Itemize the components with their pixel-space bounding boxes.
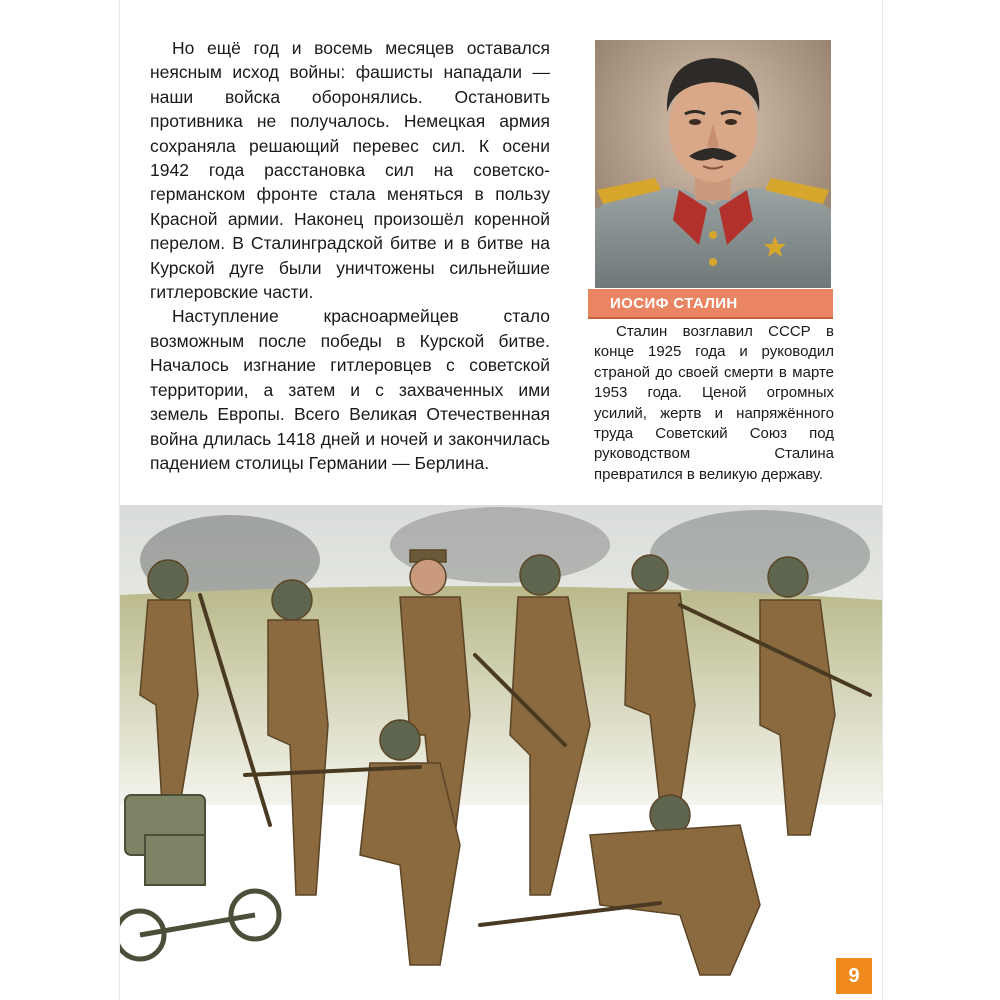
soldiers-illustration: [120, 505, 882, 1000]
page-number: 9: [836, 958, 872, 994]
main-text-block: [150, 36, 550, 475]
paragraph-2: Наступление красноармейцев стало возможным после победы в Курской битве. Началось изгнание гитлеровцев с советской территории, а затем и с захваченных ими земель Европы. Всего Великая Отечественная война длилась 1418 дней и ночей и закончилась падением столицы Германии — Берлина.: [150, 306, 550, 473]
caption-title: ИОСИФ СТАЛИН: [610, 295, 738, 312]
stalin-portrait: [595, 40, 831, 288]
paragraph-1: Но ещё год и восемь месяцев оставался неясным исход войны: фашисты нападали — наши войска оборонялись. Остановить противника не получалось. Немецкая армия сохраняла решающий перевес сил. К осени 1942 года расстановка сил на советско-германском фронте стала меняться в пользу Красной армии. Наконец произошёл коренной перелом. В Сталинградской битве и в битве на Курской дуге были уничтожены сильнейшие гитлеровские части.: [150, 38, 550, 303]
caption-text: Сталин возглавил СССР в конце 1925 года и руководил страной до своей смерти в марте 1953 года. Ценой огромных усилий, жертв и напряжённого труда Советский Союз под руководством Сталина превратился в великую державу.: [594, 323, 834, 483]
caption-bar: [588, 289, 833, 319]
